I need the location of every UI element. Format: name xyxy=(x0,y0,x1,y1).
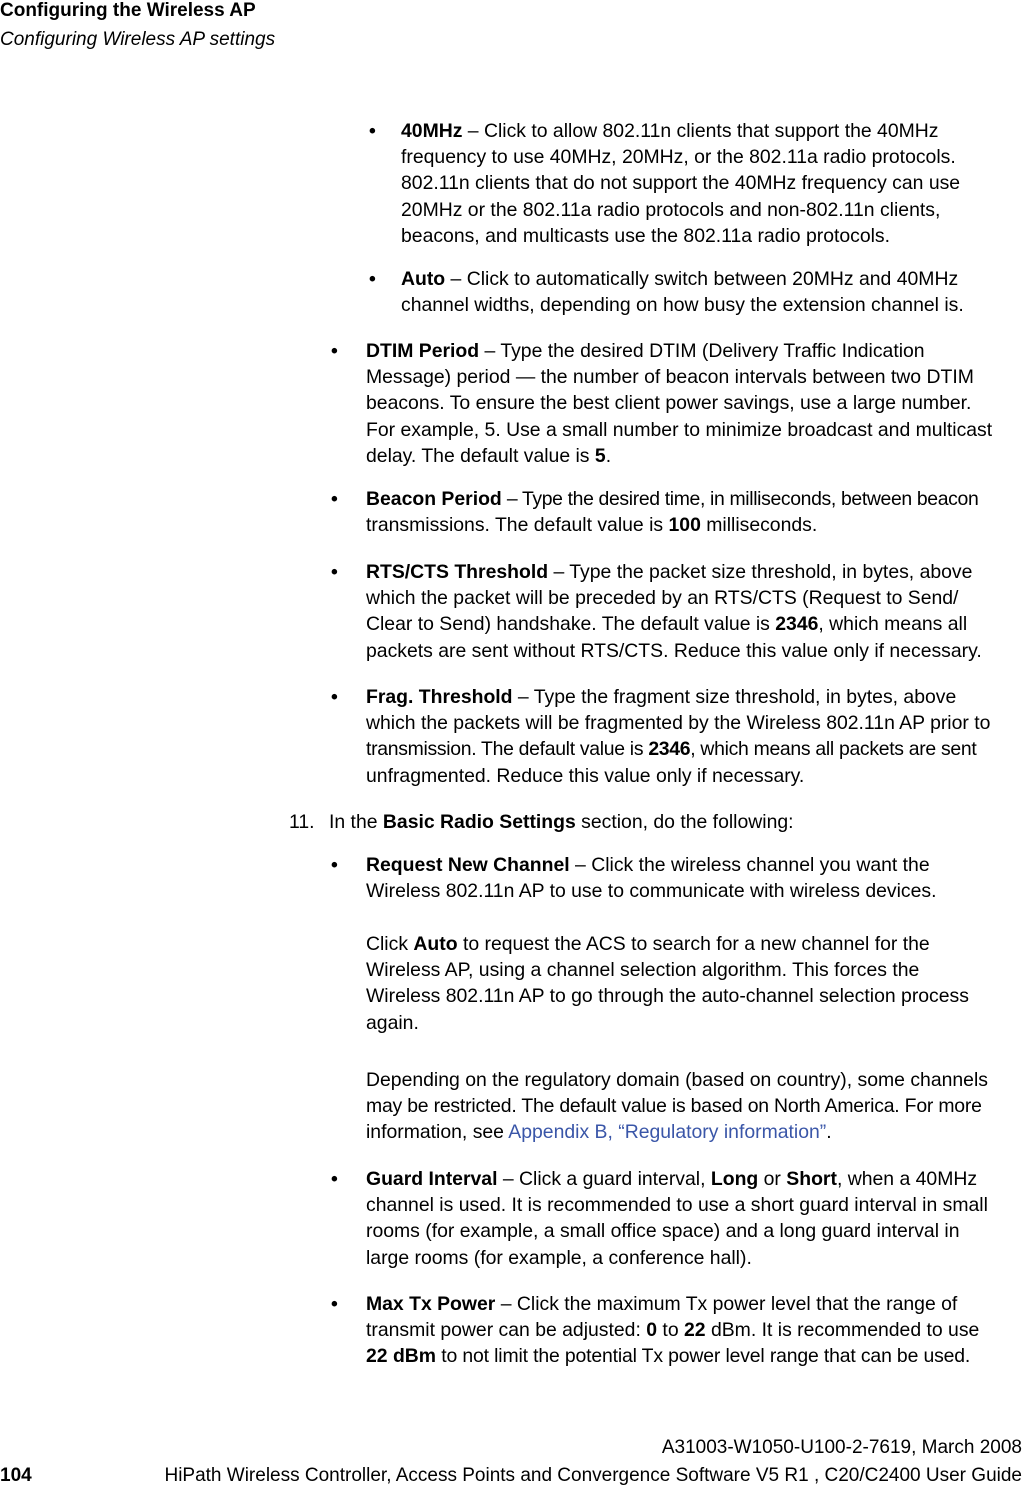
term-frag-threshold: Frag. Threshold xyxy=(366,686,513,708)
list-item-40mhz: 40MHz – Click to allow 802.11n clients that support the 40MHz frequency to use 40MHz, 20MHz, or the 802.11a radio protocols. 802.11n clients that do not support the 40MHz frequency can use 20MHz or the 802.11a radio protocols and non-802.11n clients, beacons, and multicasts use the 802.11a radio protocols. xyxy=(401,120,961,247)
term-max-tx-power: Max Tx Power xyxy=(366,1293,496,1315)
list-item-guard-interval: Guard Interval – Click a guard interval, Long or Short, when a 40MHz channel is used. It is recommended to use a short guard interval in small rooms (for example, a small office space) and a long guard interval in large rooms (for example, a conference hall). xyxy=(366,1168,988,1269)
bullet-marker: • xyxy=(331,561,338,583)
request-new-channel-auto-para: Click Auto to request the ACS to search for a new channel for the Wireless AP, using a channel selection algorithm. This forces the Wireless 802.11n AP to go through the auto-channel selection process again. xyxy=(366,933,969,1034)
list-item-auto: Auto – Click to automatically switch between 20MHz and 40MHz channel widths, depending on how busy the extension channel is. xyxy=(401,268,964,317)
bullet-marker: • xyxy=(331,488,338,510)
term-beacon-period: Beacon Period xyxy=(366,488,502,510)
term-rts-cts-threshold: RTS/CTS Threshold xyxy=(366,561,549,583)
list-item-max-tx-power: Max Tx Power – Click the maximum Tx power level that the range of transmit power can be adjusted: 0 to 22 dBm. It is recommended to use 22 dBm to not limit the potential Tx power level range that can be used. xyxy=(366,1293,980,1368)
running-header-chapter: Configuring the Wireless AP xyxy=(0,0,256,21)
list-item-beacon-period: Beacon Period – Type the desired time, in milliseconds, between beacon transmissions. The default value is 100 milliseconds. xyxy=(366,488,979,537)
bullet-marker: • xyxy=(369,268,376,290)
footer-page-number: 104 xyxy=(0,1465,32,1486)
list-item-request-new-channel: Request New Channel – Click the wireless channel you want the Wireless 802.11n AP to use to communicate with wireless devices. xyxy=(366,854,937,903)
appendix-b-link[interactable]: Appendix B, “Regulatory information” xyxy=(508,1121,827,1144)
bullet-marker: • xyxy=(331,854,338,876)
list-item-frag-threshold: Frag. Threshold – Type the fragment size threshold, in bytes, above which the packets will be fragmented by the Wireless 802.11n AP prior to transmission. The default value is 2346, which means all packets are sent unfragmented. Reduce this value only if necessary. xyxy=(366,686,991,787)
footer-guide-title: HiPath Wireless Controller, Access Points and Convergence Software V5 R1 , C20/C2400 User Guide xyxy=(164,1465,1022,1486)
list-item-dtim-period: DTIM Period – Type the desired DTIM (Delivery Traffic Indication Message) period — the number of beacon intervals between two DTIM beacons. To ensure the best client power savings, use a large number. For example, 5. Use a small number to minimize broadcast and multicast delay. The default value is 5. xyxy=(366,340,993,467)
request-new-channel-regulatory-para: Depending on the regulatory domain (based on country), some channels may be restricted. The default value is based on North America. For more information, see Appendix B, “Regulatory information”. xyxy=(366,1069,988,1144)
running-header-section: Configuring Wireless AP settings xyxy=(0,29,276,50)
step-number: 11. xyxy=(289,811,315,833)
footer-document-id: A31003-W1050-U100-2-7619, March 2008 xyxy=(661,1437,1022,1458)
list-item-rts-cts-threshold: RTS/CTS Threshold – Type the packet size threshold, in bytes, above which the packet will be preceded by an RTS/CTS (Request to Send/ Clear to Send) handshake. The default value is 2346, which means all packets are sent without RTS/CTS. Reduce this value only if necessary. xyxy=(366,561,982,662)
bullet-marker: • xyxy=(331,1168,338,1190)
bullet-marker: • xyxy=(331,1293,338,1315)
step-11-text: In the Basic Radio Settings section, do the following: xyxy=(329,811,794,833)
term-dtim-period: DTIM Period xyxy=(366,340,480,362)
term-auto: Auto xyxy=(401,268,446,290)
term-request-new-channel: Request New Channel xyxy=(366,854,570,876)
bullet-marker: • xyxy=(331,340,338,362)
bullet-marker: • xyxy=(369,120,376,142)
bullet-marker: • xyxy=(331,686,338,708)
term-40mhz: 40MHz xyxy=(401,120,463,142)
term-guard-interval: Guard Interval xyxy=(366,1168,498,1190)
